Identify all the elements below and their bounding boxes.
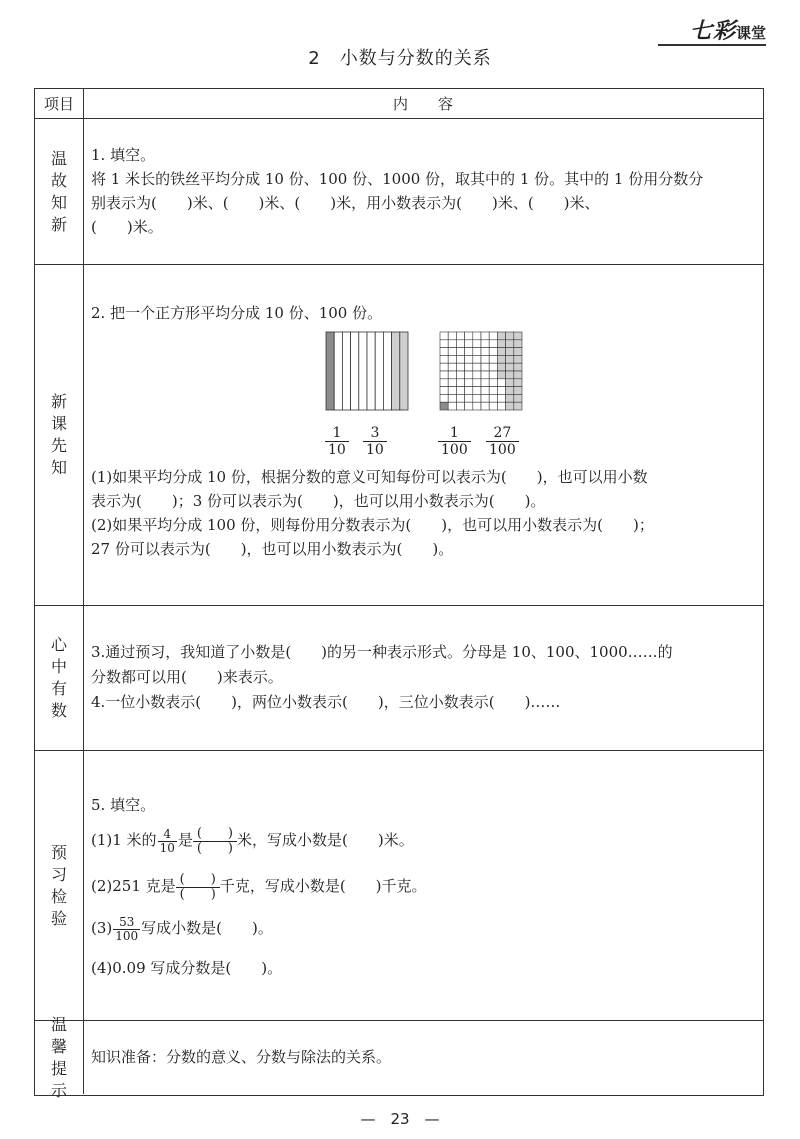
question-1: 1. 填空。 将 1 米长的铁丝平均分成 10 份、100 份、1000 份，取其中的 1 份。其中的 1 份用分数分 别表示为( )米、( )米、( )米，用小数表示为( )米、( )米、 ( )米。 [91,146,704,236]
hundredths-cell [481,363,489,371]
hundredths-cell [514,402,522,410]
hundredths-cell [465,402,473,410]
question-5-title: 5. 填空。 [91,796,156,814]
brand-logo [690,14,766,45]
hundredths-cell [489,355,497,363]
hundredths-cell [497,387,505,395]
hundredths-cell [481,348,489,356]
hundredths-cell [489,387,497,395]
hundredths-cell [448,394,456,402]
section-label: 温馨提示 [35,1021,84,1094]
question-3-4: 3.通过预习，我知道了小数是( )的另一种表示形式。分母是 10、100、1000……的 分数都可以用( )来表示。 4.一位小数表示( )，两位小数表示( )，三位小数表示( )…… [91,643,673,711]
hundredths-cell [456,355,464,363]
hundredths-cell [497,348,505,356]
hundredths-cell [489,402,497,410]
col-project-header: 项目 [35,89,84,118]
section-label: 温故知新 [35,119,84,264]
hundredths-cell [481,387,489,395]
fraction: $\frac{53}{100}$ [115,914,139,943]
section-label: 新课先知 [35,265,84,605]
section-label: 预习检验 [35,751,84,1020]
hundredths-cell [514,355,522,363]
tenths-strip [326,332,334,410]
tip-text: 知识准备：分数的意义、分数与除法的关系。 [91,1048,392,1066]
hundredths-cell [506,371,514,379]
hundredths-cell [456,402,464,410]
hundredths-cell [506,340,514,348]
brand-sub: 课堂 [735,24,766,42]
hundredths-cell [456,348,464,356]
hundredths-cell [440,332,448,340]
tenths-strip [342,332,350,410]
section-content [83,751,763,1020]
hundredths-cell [448,332,456,340]
hundredths-cell [497,402,505,410]
tenths-strip [383,332,391,410]
hundredths-cell [473,379,481,387]
hundredths-square-diagram [438,330,524,412]
hundredths-cell [514,348,522,356]
hundredths-cell [465,348,473,356]
hundredths-cell [448,355,456,363]
hundredths-cell [473,402,481,410]
hundredths-cell [456,387,464,395]
hundredths-cell [489,371,497,379]
hundredths-cell [497,379,505,387]
hundredths-cell [440,379,448,387]
question-2-title: 2. 把一个正方形平均分成 10 份、100 份。 [91,304,383,322]
hundredths-cell [506,363,514,371]
question-5-part-3: (3) $\frac{53}{100}$ 写成小数是( )。 [91,914,273,943]
fraction-label: $\frac{3}{10}$ [363,425,387,458]
fraction-label: $\frac{27}{100}$ [486,425,519,458]
hundredths-cell [506,387,514,395]
hundredths-cell [481,379,489,387]
hundredths-cell [489,394,497,402]
hundredths-cell [481,332,489,340]
tenths-strip [375,332,383,410]
hundredths-cell [473,355,481,363]
hundredths-cell [465,332,473,340]
hundredths-cell [506,355,514,363]
hundredths-cell [506,394,514,402]
table-header-row [35,89,763,119]
hundredths-cell [489,379,497,387]
hundredths-cell [456,379,464,387]
page-number: — 23 — [360,1110,440,1128]
hundredths-cell [456,363,464,371]
hundredths-cell [506,402,514,410]
hundredths-cell [456,332,464,340]
tenths-strip [334,332,342,410]
hundredths-cell [440,355,448,363]
hundredths-cell [497,355,505,363]
section-preview [35,265,763,606]
hundredths-cell [456,371,464,379]
hundredths-cell [448,387,456,395]
tenths-strip [400,332,408,410]
page-title: 2 小数与分数的关系 [308,48,492,69]
hundredths-cell [473,387,481,395]
hundredths-cell [514,332,522,340]
hundredths-cell [481,371,489,379]
hundredths-cell [489,348,497,356]
question-2-parts: (1)如果平均分成 10 份，根据分数的意义可知每份可以表示为( )，也可以用小数 表示为( )；3 份可以表示为( )，也可以用小数表示为( )。 (2)如果平均分成 100 份，则每份用分数表示为( )，也可以用小数表示为( )； 27 份可以表示为( )，也可以用小数表示为( )。 [91,468,654,558]
hundredths-cell [514,363,522,371]
hundredths-cell [448,379,456,387]
hundredths-cell [465,394,473,402]
fraction-label: $\frac{1}{100}$ [438,425,471,458]
hundredths-cell [465,379,473,387]
hundredths-cell [497,371,505,379]
section-understanding [35,606,763,751]
tenths-strip [392,332,400,410]
blank-fraction: $\frac{( )}{( )}$ [193,827,237,856]
hundredths-cell [448,371,456,379]
hundredths-cell [440,363,448,371]
hundredths-cell [473,340,481,348]
hundredths-cell [514,340,522,348]
hundredths-cell [465,340,473,348]
hundredths-cell [440,371,448,379]
brand-main: 七彩 [689,19,736,44]
hundredths-cell [448,348,456,356]
section-check [35,751,763,1021]
hundredths-cell [440,394,448,402]
tenths-strip [359,332,367,410]
hundredths-cell [514,371,522,379]
hundredths-cell [465,387,473,395]
hundredths-cell [440,402,448,410]
hundredths-cell [506,348,514,356]
section-review [35,119,763,265]
hundredths-cell [506,332,514,340]
section-content [83,606,763,750]
section-content [83,265,763,605]
section-content [83,119,763,264]
question-5-part-4: (4)0.09 写成分数是( )。 [91,959,283,977]
tenths-strip [367,332,375,410]
hundredths-cell [497,332,505,340]
hundredths-cell [465,355,473,363]
hundredths-cell [497,340,505,348]
hundredths-cell [448,402,456,410]
hundredths-cell [497,363,505,371]
hundredths-cell [514,379,522,387]
hundredths-cell [514,394,522,402]
hundredths-cell [481,340,489,348]
hundredths-cell [506,379,514,387]
hundredths-cell [481,402,489,410]
hundredths-cell [465,371,473,379]
hundredths-cell [481,394,489,402]
hundredths-cell [440,340,448,348]
hundredths-cell [473,348,481,356]
hundredths-cell [473,371,481,379]
tenths-square-diagram [324,330,410,412]
tenths-strip [351,332,359,410]
question-5-part-1: (1)1 米的 $\frac{4}{10}$ 是 $\frac{( )}{( )}$ 米，写成小数是( )米。 [91,825,414,856]
hundredths-cell [473,332,481,340]
hundredths-cell [473,363,481,371]
hundredths-cell [489,332,497,340]
hundredths-cell [489,363,497,371]
hundredths-cell [465,363,473,371]
col-content-header: 内 容 [392,95,453,113]
hundredths-cell [497,394,505,402]
blank-fraction: $\frac{( )}{( )}$ [176,873,220,902]
hundredths-cell [481,355,489,363]
hundredths-cell [440,387,448,395]
fraction: $\frac{4}{10}$ [159,826,175,855]
section-label: 心中有数 [35,606,84,750]
hundredths-cell [489,340,497,348]
hundredths-cell [440,348,448,356]
fraction-label: $\frac{1}{10}$ [325,425,349,458]
hundredths-cell [514,387,522,395]
hundredths-cell [448,363,456,371]
hundredths-cell [473,394,481,402]
hundredths-cell [448,340,456,348]
section-content [83,1021,763,1094]
section-tip [35,1014,763,1100]
worksheet-table [34,88,764,1100]
question-5-part-2: (2)251 克是 $\frac{( )}{( )}$ 千克，写成小数是( )千克。 [91,871,427,902]
hundredths-cell [456,394,464,402]
hundredths-cell [456,340,464,348]
